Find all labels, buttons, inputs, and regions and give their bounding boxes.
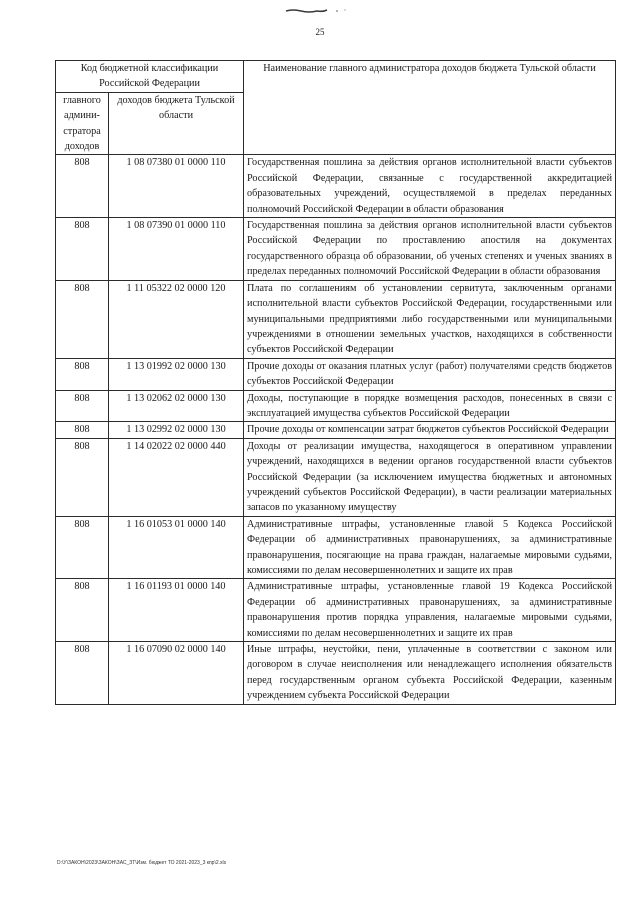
admin-code-cell: 808	[56, 579, 109, 642]
table-row	[56, 642, 616, 705]
table-row	[56, 438, 616, 516]
kbk-code-cell: 1 13 02992 02 0000 130	[109, 422, 244, 438]
table-row	[56, 155, 616, 218]
admin-code-cell: 808	[56, 516, 109, 579]
income-name-cell: Государственная пошлина за действия органов исполнительной власти субъектов Российской Федерации, связанные с государственной аккредитацией образовательных учреждений, осуществляемой в пределах переданных полномочий Российской Федерации в области образования	[244, 155, 616, 218]
kbk-code-cell: 1 16 07090 02 0000 140	[109, 642, 244, 705]
table-row	[56, 390, 616, 422]
table-row	[56, 358, 616, 390]
kbk-code-cell: 1 14 02022 02 0000 440	[109, 438, 244, 516]
admin-code-cell: 808	[56, 438, 109, 516]
income-name-cell: Государственная пошлина за действия органов исполнительной власти субъектов Российской Федерации по проставлению апостиля на документах государственного образца об образовании, об ученых степенях и ученых званиях в пределах переданных полномочий Российской Федерации в области образования	[244, 218, 616, 281]
admin-code-cell: 808	[56, 642, 109, 705]
income-name-cell: Прочие доходы от компенсации затрат бюджетов субъектов Российской Федерации	[244, 422, 616, 438]
admin-code-cell: 808	[56, 155, 109, 218]
income-administrators-table	[55, 60, 616, 705]
admin-code-cell: 808	[56, 390, 109, 422]
admin-code-cell: 808	[56, 358, 109, 390]
table-row	[56, 516, 616, 579]
income-name-cell: Прочие доходы от оказания платных услуг (работ) получателями средств бюджетов субъектов Российской Федерации	[244, 358, 616, 390]
admin-code-cell: 808	[56, 422, 109, 438]
kbk-code-cell: 1 13 02062 02 0000 130	[109, 390, 244, 422]
kbk-code-cell: 1 11 05322 02 0000 120	[109, 280, 244, 358]
kbk-group-header: Код бюджетной классификации Российской Федерации	[56, 61, 244, 93]
income-name-cell: Плата по соглашениям об установлении сервитута, заключенным органами исполнительной власти субъектов Российской Федерации, государственными или муниципальными предприятиями либо государственными или муниципальными учреждениями в отношении земельных участков, находящихся в собственности субъектов Российской Федерации	[244, 280, 616, 358]
administrator-name-header: Наименование главного администратора доходов бюджета Тульской области	[244, 61, 616, 155]
table-row	[56, 218, 616, 281]
table-row	[56, 280, 616, 358]
income-name-cell: Административные штрафы, установленные главой 5 Кодекса Российской Федерации об административных правонарушениях, за административные правонарушения, посягающие на права граждан, налагаемые мировыми судьями, комиссиями по делам несовершеннолетних и защите их прав	[244, 516, 616, 579]
admin-code-cell: 808	[56, 280, 109, 358]
income-name-cell: Доходы, поступающие в порядке возмещения расходов, понесенных в связи с эксплуатацией имущества субъектов Российской Федерации	[244, 390, 616, 422]
page-number: 25	[315, 27, 325, 37]
kbk-code-cell: 1 16 01053 01 0000 140	[109, 516, 244, 579]
income-name-cell: Иные штрафы, неустойки, пени, уплаченные в соответствии с законом или договором в случае неисполнения или ненадлежащего исполнения обязательств перед государственным органом субъекта Российской Федерации, казенным учреждением субъекта Российской Федерации	[244, 642, 616, 705]
table-row	[56, 579, 616, 642]
admin-code-header: главного админи-стратора доходов	[56, 92, 109, 155]
admin-code-cell: 808	[56, 218, 109, 281]
kbk-code-cell: 1 08 07380 01 0000 110	[109, 155, 244, 218]
kbk-code-cell: 1 13 01992 02 0000 130	[109, 358, 244, 390]
income-code-header: доходов бюджета Тульской области	[109, 92, 244, 155]
header-row	[56, 61, 616, 93]
kbk-code-cell: 1 08 07390 01 0000 110	[109, 218, 244, 281]
table-row	[56, 422, 616, 438]
file-path-footer: D:\У\ЗАКОН\2023\ЗАКОН\ЗАС_ЗТ\Изм. бюджет ТО 2021-2023_3 кпр\2.xls	[57, 860, 227, 866]
scan-smudge	[283, 7, 353, 15]
kbk-code-cell: 1 16 01193 01 0000 140	[109, 579, 244, 642]
income-name-cell: Доходы от реализации имущества, находящегося в оперативном управлении учреждений, находящихся в ведении органов государственной власти субъектов Российской Федерации (за исключением имущества бюджетных и автономных учреждений субъектов Российской Федерации), в части реализации материальных запасов по указанному имуществу	[244, 438, 616, 516]
income-name-cell: Административные штрафы, установленные главой 19 Кодекса Российской Федерации об административных правонарушениях, за административные правонарушения против порядка управления, налагаемые мировыми судьями, комиссиями по делам несовершеннолетних и защите их прав	[244, 579, 616, 642]
